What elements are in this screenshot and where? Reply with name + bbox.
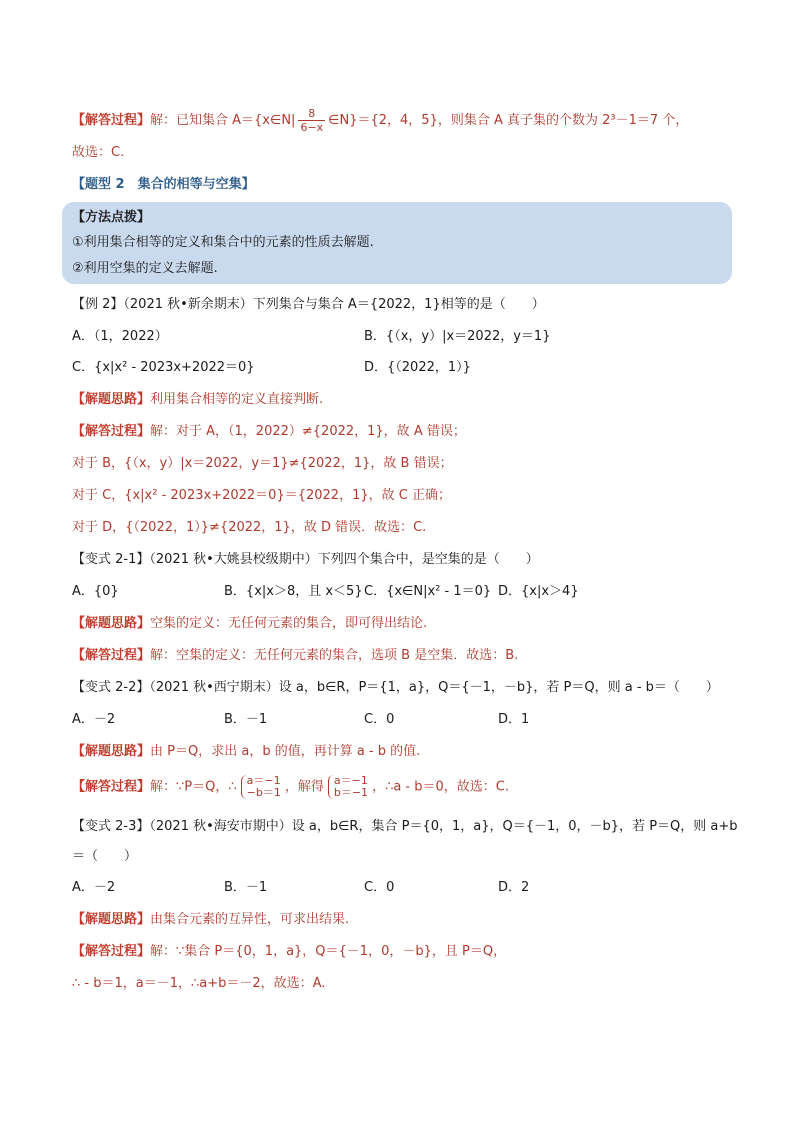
solution-idea-line: 【解题思路】由集合元素的互异性，可求出结果. — [72, 912, 350, 927]
answer-process-line: 【解答过程】解：空集的定义：无任何元素的集合，选项 B 是空集．故选：B. — [72, 648, 519, 663]
option-d: D．2 — [498, 880, 530, 895]
example-2-question: 【例 2】（2021 秋•新余期末）下列集合与集合 A＝{2022，1}相等的是（ ） — [72, 297, 545, 312]
variant-2-3-question-continued: ＝（ ） — [72, 849, 138, 864]
variant-2-2-question: 【变式 2-2】（2021 秋•西宁期末）设 a，b∈R，P＝{1，a}，Q＝{－1，－b}，若 P＝Q，则 a - b＝（ ） — [72, 680, 719, 695]
equation-system: a＝−1 b＝−1 — [328, 775, 368, 799]
answer-process-line-4: 对于 D，{（2022，1）}≠{2022，1}，故 D 错误．故选：C. — [72, 520, 427, 535]
option-b: B．{x|x＞8，且 x＜5} — [224, 584, 363, 599]
solution-idea-line: 【解题思路】空集的定义：无任何元素的集合，即可得出结论. — [72, 616, 428, 631]
option-c: C．0 — [364, 712, 395, 727]
option-a: A．（1，2022） — [72, 329, 168, 344]
equation-system: a＝−1 −b＝1 — [241, 775, 281, 799]
method-box — [62, 202, 732, 284]
solution-idea-line: 【解题思路】利用集合相等的定义直接判断. — [72, 392, 324, 407]
option-c: C．0 — [364, 880, 395, 895]
method-line-2: ②利用空集的定义去解题. — [72, 261, 218, 276]
answer-process-line: 【解答过程】解：∵集合 P＝{0，1，a}，Q＝{－1，0，－b}，且 P＝Q， — [72, 944, 507, 959]
option-a: A．{0} — [72, 584, 119, 599]
answer-process-line-2: 对于 B，{（x，y）|x＝2022，y＝1}≠{2022，1}，故 B 错误； — [72, 456, 453, 471]
answer-process-line: 【解答过程】解：对于 A，（1，2022）≠{2022，1}，故 A 错误； — [72, 424, 466, 439]
variant-2-3-question: 【变式 2-3】（2021 秋•海安市期中）设 a，b∈R，集合 P＝{0，1，a}，Q＝{－1，0，－b}，若 P＝Q，则 a+b — [72, 819, 738, 834]
option-d: D．{x|x＞4} — [498, 584, 579, 599]
answer-process-line: 【解答过程】解：已知集合 A＝{x∈N| $\frac{8}{6-x}$ ∈N}＝{2，4，5}，则集合 A 真子集的个数为 2³－1＝7 个， — [72, 107, 689, 134]
option-c: C．{x∈N|x² - 1＝0} — [364, 584, 492, 599]
answer-process-continued: 故选：C. — [72, 145, 125, 160]
solution-idea-line: 【解题思路】由 P＝Q，求出 a，b 的值，再计算 a - b 的值. — [72, 744, 421, 759]
fraction: $\frac{8}{6-x}$ — [300, 107, 324, 134]
option-d: D．1 — [498, 712, 530, 727]
option-b: B．－1 — [224, 880, 268, 895]
answer-process-line-2: ∴ - b＝1，a＝－1，∴a+b＝－2，故选：A. — [72, 976, 326, 991]
option-b: B．{（x，y）|x＝2022，y＝1} — [364, 329, 551, 344]
option-b: B．－1 — [224, 712, 268, 727]
option-a: A．－2 — [72, 880, 116, 895]
option-d: D．{（2022，1）} — [364, 360, 471, 375]
answer-process-line: 【解答过程】解：∵P＝Q，∴ a＝−1 −b＝1 ，解得 a＝−1 b＝−1 ，∴a - b＝0，故选：C. — [72, 774, 509, 799]
option-a: A．－2 — [72, 712, 116, 727]
variant-2-1-question: 【变式 2-1】（2021 秋•大姚县校级期中）下列四个集合中，是空集的是（ ） — [72, 552, 539, 567]
section-heading: 【题型 2 集合的相等与空集】 — [72, 177, 255, 192]
answer-process-line-3: 对于 C，{x|x² - 2023x+2022＝0}＝{2022，1}，故 C 正确； — [72, 488, 451, 503]
method-title: 【方法点拨】 — [72, 210, 151, 225]
option-c: C．{x|x² - 2023x+2022＝0} — [72, 360, 255, 375]
method-line-1: ①利用集合相等的定义和集合中的元素的性质去解题. — [72, 235, 374, 250]
answer-process-label: 【解答过程】 — [72, 113, 151, 128]
